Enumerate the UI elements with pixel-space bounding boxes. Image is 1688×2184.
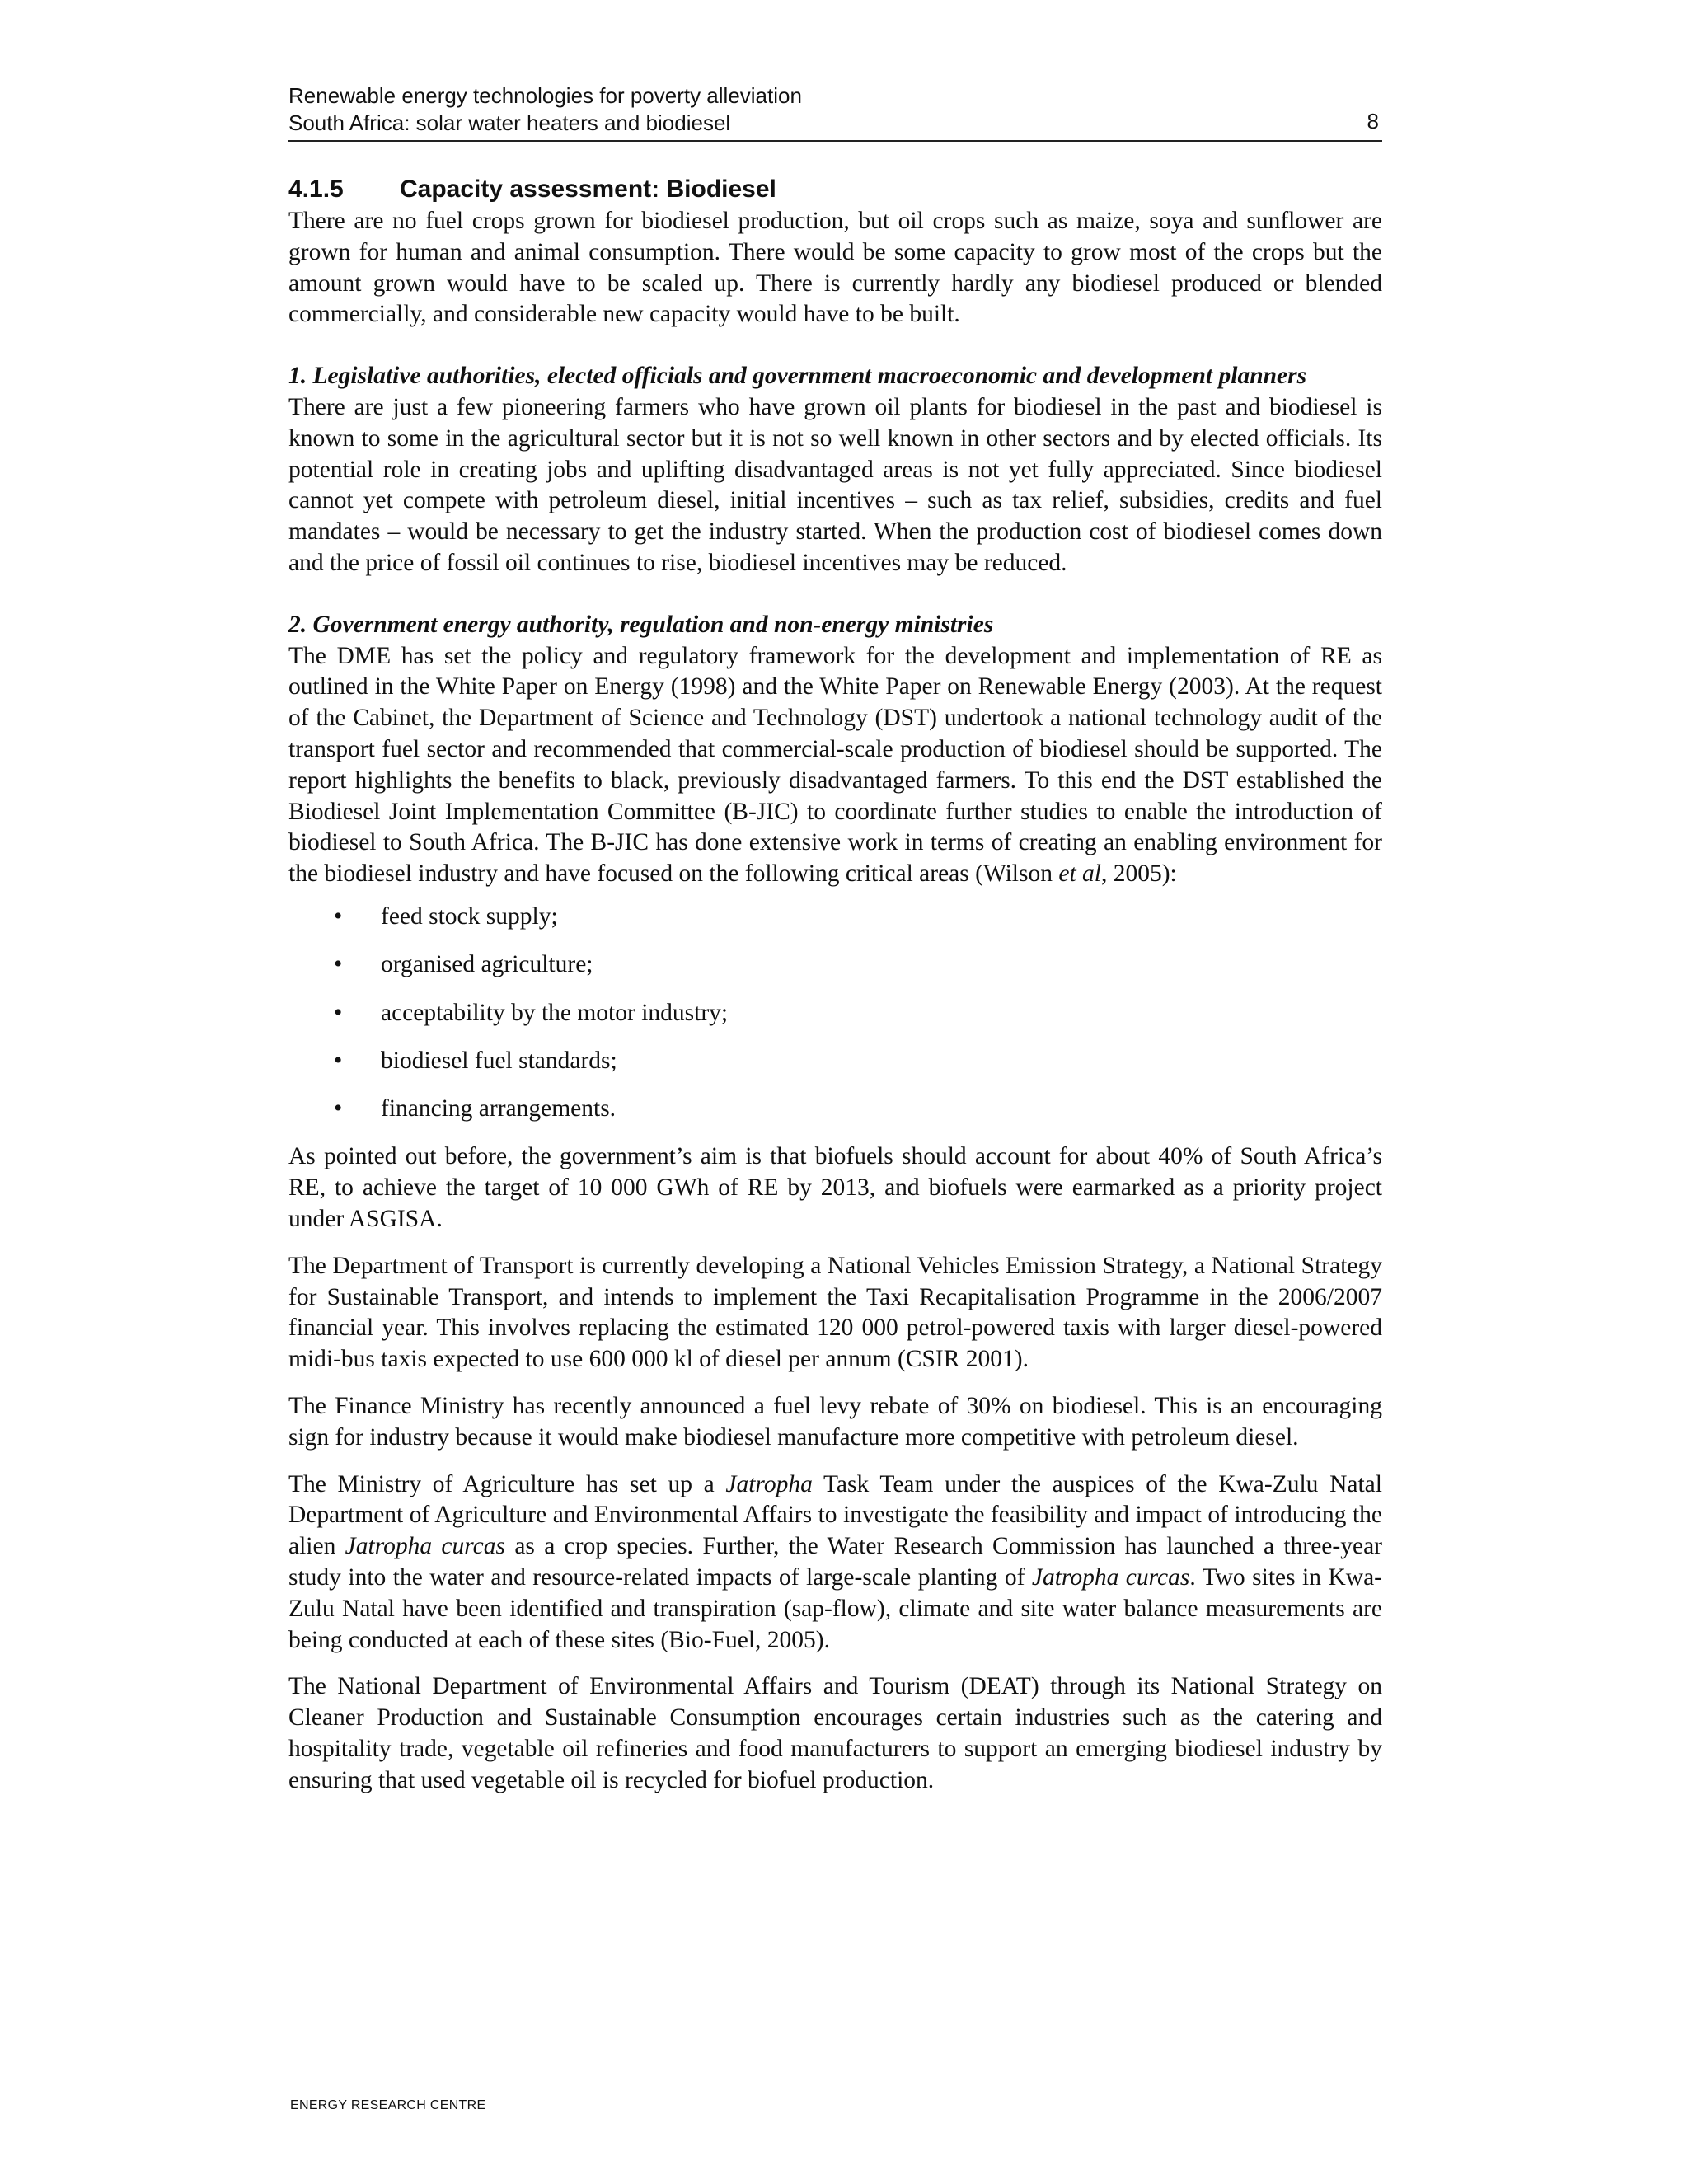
section-heading [288, 175, 1382, 204]
list-item: • feed stock supply; [288, 902, 1382, 933]
document-page [288, 82, 1382, 1797]
section-title: Capacity assessment: Biodiesel [400, 176, 776, 203]
subheading-legislative: 1. Legislative authorities, elected officials and government macroeconomic and development planners [288, 363, 1307, 390]
transport-paragraph: The Department of Transport is currently developing a National Vehicles Emission Strategy, a National Strategy for Sustainable Transport, and intends to implement the Taxi Recapitalisation Programme in the 2006/2007 financial year. This involves replacing the estimated 120 000 petrol-powered taxis with larger diesel-powered midi-bus taxis expected to use 600 000 kl of diesel per annum (CSIR 2001). [288, 1252, 1382, 1373]
list-item: • biodiesel fuel standards; [288, 1046, 1382, 1077]
bullet-icon: • [334, 1095, 343, 1122]
asgisa-paragraph: As pointed out before, the government’s aim is that biofuels should account for about 40% of South Africa’s RE, to achieve the target of 10 000 GWh of RE by 2013, and biofuels were earmarked as a priority project under ASGISA. [288, 1143, 1382, 1233]
list-item: • financing arrangements. [288, 1094, 1382, 1125]
section-intro-paragraph: There are no fuel crops grown for biodiesel production, but oil crops such as maize, soya and sunflower are grown for human and animal consumption. There would be some capacity to grow most of the crops but the amount grown would have to be scaled up. There is currently hardly any biodiesel produced or blended commercially, and considerable new capacity would have to be built. [288, 208, 1382, 328]
running-header [288, 82, 1382, 142]
header-subtitle: South Africa: solar water heaters and biodiesel [288, 110, 731, 135]
list-item: • organised agriculture; [288, 949, 1382, 981]
bullet-icon: • [334, 951, 343, 978]
legislative-paragraph: There are just a few pioneering farmers who have grown oil plants for biodiesel in the past and biodiesel is known to some in the agricultural sector but it is not so well known in other sectors and by elected officials. Its potential role in creating jobs and uplifting disadvantaged areas is not yet fully appreciated. Since biodiesel cannot yet compete with petroleum diesel, initial incentives – such as tax relief, subsidies, credits and fuel mandates – would be necessary to get the industry started. When the production cost of biodiesel comes down and the price of fossil oil continues to rise, biodiesel incentives may be reduced. [288, 393, 1382, 576]
agriculture-paragraph: The Ministry of Agriculture has set up a Jatropha Task Team under the auspices of the Kwa-Zulu Natal Department of Agriculture and Environmental Affairs to investigate the feasibility and impact of introducing the alien Jatropha curcas as a crop species. Further, the Water Research Commission has launched a three-year study into the water and resource-related impacts of large-scale planting of Jatropha curcas. Two sites in Kwa-Zulu Natal have been identified and transpiration (sap-flow), climate and site water balance measurements are being conducted at each of these sites (Bio-Fuel, 2005). [288, 1470, 1382, 1653]
critical-areas-list [288, 902, 1382, 1125]
finance-paragraph: The Finance Ministry has recently announced a fuel levy rebate of 30% on biodiesel. This is an encouraging sign for industry because it would make biodiesel manufacture more competitive with petroleum diesel. [288, 1393, 1382, 1451]
list-item: • acceptability by the motor industry; [288, 998, 1382, 1029]
page-number: 8 [1367, 109, 1379, 134]
bullet-icon: • [334, 902, 343, 930]
deat-paragraph: The National Department of Environmental Affairs and Tourism (DEAT) through its National Strategy on Cleaner Production and Sustainable Consumption encourages certain industries such as the catering and hospitality trade, vegetable oil refineries and food manufacturers to support an emerging biodiesel industry by ensuring that used vegetable oil is recycled for biofuel production. [288, 1673, 1382, 1793]
bullet-icon: • [334, 999, 343, 1026]
header-title: Renewable energy technologies for poverty alleviation [288, 83, 802, 108]
bullet-icon: • [334, 1047, 343, 1074]
dme-paragraph: The DME has set the policy and regulatory framework for the development and implementation of RE as outlined in the White Paper on Energy (1998) and the White Paper on Renewable Energy (2003). At the request of the Cabinet, the Department of Science and Technology (DST) undertook a national technology audit of the transport fuel sector and recommended that commercial-scale production of biodiesel should be supported. The report highlights the benefits to black, previously disadvantaged farmers. To this end the DST established the Biodiesel Joint Implementation Committee (B-JIC) to coordinate further studies to enable the introduction of biodiesel to South Africa. The B-JIC has done extensive work in terms of creating an enabling environment for the biodiesel industry and have focused on the following critical areas (Wilson et al, 2005): [288, 642, 1382, 888]
document-body [288, 206, 1382, 1797]
section-number: 4.1.5 [288, 176, 344, 203]
footer-label: ENERGY RESEARCH CENTRE [290, 2098, 486, 2112]
subheading-government-energy: 2. Government energy authority, regulation and non-energy ministries [288, 611, 994, 638]
